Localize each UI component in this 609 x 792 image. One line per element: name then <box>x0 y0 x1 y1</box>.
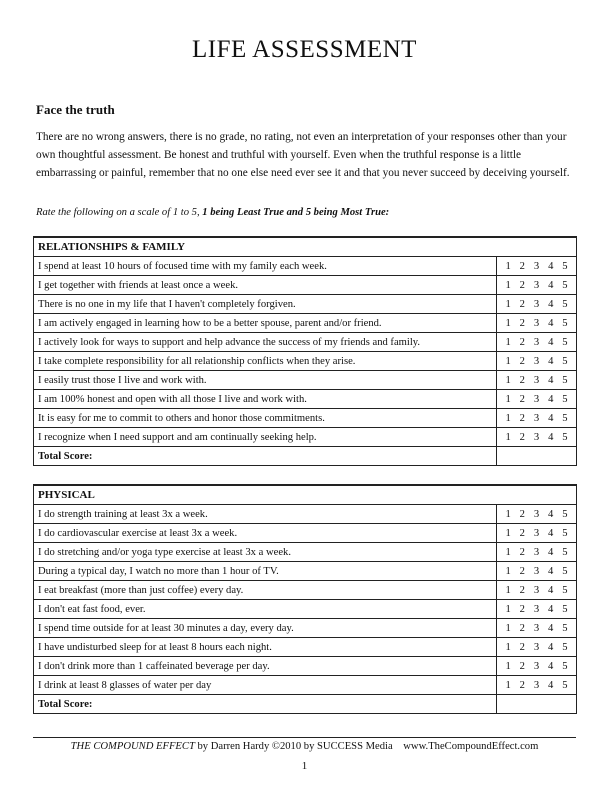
rating-option[interactable]: 3 <box>533 565 540 577</box>
rating-scale <box>497 314 577 333</box>
rating-option[interactable]: 5 <box>562 508 568 520</box>
rating-scale <box>497 428 577 447</box>
rating-scale <box>497 543 577 562</box>
section-title: RELATIONSHIPS & FAMILY <box>34 237 577 257</box>
question-text: I am actively engaged in learning how to be a better spouse, parent and/or friend. <box>34 314 497 333</box>
rating-option[interactable]: 3 <box>533 622 540 634</box>
rating-option[interactable]: 2 <box>519 317 525 329</box>
question-row <box>34 428 577 447</box>
question-text: I am 100% honest and open with all those I live and work with. <box>34 390 497 409</box>
rating-option[interactable]: 5 <box>562 565 568 577</box>
rating-scale <box>497 638 577 657</box>
rating-option[interactable]: 1 <box>505 546 511 558</box>
rating-option[interactable]: 5 <box>562 336 568 348</box>
rating-scale <box>497 562 577 581</box>
rating-scale <box>497 676 577 695</box>
rating-option[interactable]: 5 <box>562 393 568 405</box>
rating-option[interactable]: 4 <box>548 679 554 691</box>
rating-scale <box>497 390 577 409</box>
rating-option[interactable]: 2 <box>519 622 525 634</box>
rating-option[interactable]: 2 <box>519 546 525 558</box>
rating-scale <box>497 276 577 295</box>
total-score-field[interactable] <box>497 695 577 714</box>
rating-option[interactable]: 4 <box>548 431 554 443</box>
rating-option[interactable]: 5 <box>562 641 568 653</box>
question-row <box>34 638 577 657</box>
question-row <box>34 505 577 524</box>
rating-scale <box>497 600 577 619</box>
rating-option[interactable]: 4 <box>548 317 554 329</box>
rating-option[interactable]: 3 <box>533 298 540 310</box>
rating-option[interactable]: 1 <box>505 412 511 424</box>
rating-option[interactable]: 4 <box>548 355 554 367</box>
rating-option[interactable]: 5 <box>562 298 568 310</box>
rating-option[interactable]: 4 <box>548 584 554 596</box>
question-text: It is easy for me to commit to others and honor those commitments. <box>34 409 497 428</box>
rating-option[interactable]: 1 <box>505 679 511 691</box>
rating-option[interactable]: 4 <box>548 260 554 272</box>
rating-scale <box>497 333 577 352</box>
question-row <box>34 657 577 676</box>
instructions-scale-text: 1 being Least True and 5 being Most True: <box>202 207 390 218</box>
question-row <box>34 524 577 543</box>
rating-option[interactable]: 2 <box>519 565 525 577</box>
rating-option[interactable]: 2 <box>519 393 525 405</box>
question-text: I get together with friends at least once a week. <box>34 276 497 295</box>
rating-option[interactable]: 2 <box>519 584 525 596</box>
rating-option[interactable]: 2 <box>519 279 525 291</box>
rating-scale <box>497 295 577 314</box>
rating-option[interactable]: 3 <box>533 336 540 348</box>
page-number: 1 <box>301 760 308 772</box>
rating-option[interactable]: 2 <box>519 603 525 615</box>
question-row <box>34 390 577 409</box>
rating-scale <box>497 352 577 371</box>
rating-option[interactable]: 3 <box>533 641 540 653</box>
rating-option[interactable]: 3 <box>533 374 540 386</box>
footer-credit: by Darren Hardy ©2010 by SUCCESS Media <box>194 741 393 752</box>
rating-option[interactable]: 4 <box>548 641 554 653</box>
rating-option[interactable]: 4 <box>548 412 554 424</box>
section-heading: Face the truth <box>36 102 115 117</box>
rating-option[interactable]: 3 <box>533 603 540 615</box>
rating-option[interactable]: 3 <box>533 393 540 405</box>
question-text: I do cardiovascular exercise at least 3x a week. <box>34 524 497 543</box>
rating-option[interactable]: 1 <box>505 660 511 672</box>
question-text: I actively look for ways to support and help advance the success of my friends and family. <box>34 333 497 352</box>
rating-scale <box>497 581 577 600</box>
rating-option[interactable]: 1 <box>505 641 511 653</box>
rating-option[interactable]: 1 <box>505 317 511 329</box>
rating-option[interactable]: 5 <box>562 546 568 558</box>
rating-option[interactable]: 3 <box>533 660 540 672</box>
rating-scale <box>497 619 577 638</box>
page-title: LIFE ASSESSMENT <box>192 36 417 63</box>
rating-option[interactable]: 2 <box>519 336 525 348</box>
question-row <box>34 371 577 390</box>
question-row <box>34 619 577 638</box>
rating-option[interactable]: 4 <box>548 336 554 348</box>
question-row <box>34 543 577 562</box>
rating-scale <box>497 657 577 676</box>
rating-option[interactable]: 1 <box>505 355 511 367</box>
rating-option[interactable]: 1 <box>505 508 511 520</box>
rating-option[interactable]: 2 <box>519 660 525 672</box>
rating-option[interactable]: 3 <box>533 317 540 329</box>
total-score-label: Total Score: <box>34 447 497 466</box>
rating-option[interactable]: 1 <box>505 584 511 596</box>
question-text: I easily trust those I live and work with. <box>34 371 497 390</box>
question-text: I drink at least 8 glasses of water per day <box>34 676 497 695</box>
question-row <box>34 295 577 314</box>
rating-option[interactable]: 5 <box>562 260 568 272</box>
rating-option[interactable]: 2 <box>519 527 525 539</box>
question-text: I have undisturbed sleep for at least 8 hours each night. <box>34 638 497 657</box>
rating-option[interactable]: 2 <box>519 374 525 386</box>
rating-option[interactable]: 2 <box>519 641 525 653</box>
rating-option[interactable]: 2 <box>519 412 525 424</box>
rating-option[interactable]: 2 <box>519 298 525 310</box>
rating-option[interactable]: 3 <box>533 508 540 520</box>
rating-option[interactable]: 4 <box>548 622 554 634</box>
rating-option[interactable]: 4 <box>548 546 554 558</box>
total-score-row <box>34 695 577 714</box>
rating-option[interactable]: 1 <box>505 260 511 272</box>
rating-scale <box>497 524 577 543</box>
total-score-field[interactable] <box>497 447 577 466</box>
instructions-text: Rate the following on a scale of 1 to 5, <box>36 207 203 218</box>
footer-book-title: THE COMPOUND EFFECT <box>70 741 195 752</box>
rating-option[interactable]: 4 <box>548 603 554 615</box>
rating-option[interactable]: 1 <box>505 565 511 577</box>
question-row <box>34 600 577 619</box>
rating-option[interactable]: 2 <box>519 260 525 272</box>
relationships-family-table <box>33 236 577 466</box>
rating-option[interactable]: 1 <box>505 279 511 291</box>
question-row <box>34 581 577 600</box>
rating-option[interactable]: 5 <box>562 412 568 424</box>
rating-option[interactable]: 1 <box>505 603 511 615</box>
question-row <box>34 276 577 295</box>
rating-option[interactable]: 5 <box>562 431 568 443</box>
question-row <box>34 409 577 428</box>
rating-option[interactable]: 4 <box>548 279 554 291</box>
question-text: During a typical day, I watch no more than 1 hour of TV. <box>34 562 497 581</box>
rating-option[interactable]: 2 <box>519 355 525 367</box>
rating-option[interactable]: 4 <box>548 298 554 310</box>
footer-url: www.TheCompoundEffect.com <box>403 741 539 752</box>
section-header-row <box>34 485 577 505</box>
rating-option[interactable]: 3 <box>533 260 540 272</box>
rating-scale <box>497 505 577 524</box>
question-text: I recognize when I need support and am continually seeking help. <box>34 428 497 447</box>
rating-option[interactable]: 4 <box>548 660 554 672</box>
rating-option[interactable]: 5 <box>562 603 568 615</box>
question-text: I spend at least 10 hours of focused time with my family each week. <box>34 257 497 276</box>
question-text: I eat breakfast (more than just coffee) every day. <box>34 581 497 600</box>
question-text: There is no one in my life that I haven't completely forgiven. <box>34 295 497 314</box>
rating-option[interactable]: 4 <box>548 393 554 405</box>
question-row <box>34 257 577 276</box>
question-text: I take complete responsibility for all relationship conflicts when they arise. <box>34 352 497 371</box>
rating-option[interactable]: 3 <box>533 412 540 424</box>
rating-option[interactable]: 4 <box>548 527 554 539</box>
question-row <box>34 314 577 333</box>
intro-paragraph: There are no wrong answers, there is no grade, no rating, not even an interpretation of your responses other than your own thoughtful assessment. Be honest and truthful with yourself. Even when the truthful response is a little embarrassing or painful, remember that no one else need ever see it and that you never succeed by deceiving yourself. <box>36 131 570 179</box>
rating-option[interactable]: 3 <box>533 527 540 539</box>
rating-option[interactable]: 3 <box>533 546 540 558</box>
rating-option[interactable]: 2 <box>519 508 525 520</box>
question-text: I do strength training at least 3x a week. <box>34 505 497 524</box>
section-header-row <box>34 237 577 257</box>
rating-option[interactable]: 5 <box>562 527 568 539</box>
rating-option[interactable]: 5 <box>562 660 568 672</box>
rating-option[interactable]: 3 <box>533 355 540 367</box>
rating-option[interactable]: 4 <box>548 374 554 386</box>
question-row <box>34 333 577 352</box>
rating-option[interactable]: 1 <box>505 336 511 348</box>
rating-scale <box>497 409 577 428</box>
rating-option[interactable]: 5 <box>562 355 568 367</box>
physical-table <box>33 484 577 714</box>
rating-scale <box>497 371 577 390</box>
rating-option[interactable]: 1 <box>505 374 511 386</box>
rating-option[interactable]: 5 <box>562 622 568 634</box>
rating-scale <box>497 257 577 276</box>
rating-instructions <box>36 207 389 218</box>
rating-option[interactable]: 1 <box>505 527 511 539</box>
rating-option[interactable]: 3 <box>533 679 540 691</box>
question-text: I don't drink more than 1 caffeinated beverage per day. <box>34 657 497 676</box>
question-row <box>34 562 577 581</box>
rating-option[interactable]: 2 <box>519 679 525 691</box>
question-text: I don't eat fast food, ever. <box>34 600 497 619</box>
rating-option[interactable]: 5 <box>562 679 568 691</box>
rating-option[interactable]: 1 <box>505 431 511 443</box>
question-row <box>34 676 577 695</box>
rating-option[interactable]: 3 <box>533 584 540 596</box>
rating-option[interactable]: 4 <box>548 508 554 520</box>
total-score-label: Total Score: <box>34 695 497 714</box>
rating-option[interactable]: 5 <box>562 279 568 291</box>
section-title: PHYSICAL <box>34 485 577 505</box>
rating-option[interactable]: 4 <box>548 565 554 577</box>
total-score-row <box>34 447 577 466</box>
footer <box>0 741 609 752</box>
question-text: I do stretching and/or yoga type exercise at least 3x a week. <box>34 543 497 562</box>
rating-option[interactable]: 1 <box>505 298 511 310</box>
rating-option[interactable]: 5 <box>562 584 568 596</box>
rating-option[interactable]: 1 <box>505 622 511 634</box>
rating-option[interactable]: 2 <box>519 431 525 443</box>
footer-divider <box>33 737 576 738</box>
rating-option[interactable]: 3 <box>533 431 540 443</box>
question-text: I spend time outside for at least 30 minutes a day, every day. <box>34 619 497 638</box>
rating-option[interactable]: 1 <box>505 393 511 405</box>
rating-option[interactable]: 5 <box>562 374 568 386</box>
rating-option[interactable]: 5 <box>562 317 568 329</box>
question-row <box>34 352 577 371</box>
rating-option[interactable]: 3 <box>533 279 540 291</box>
